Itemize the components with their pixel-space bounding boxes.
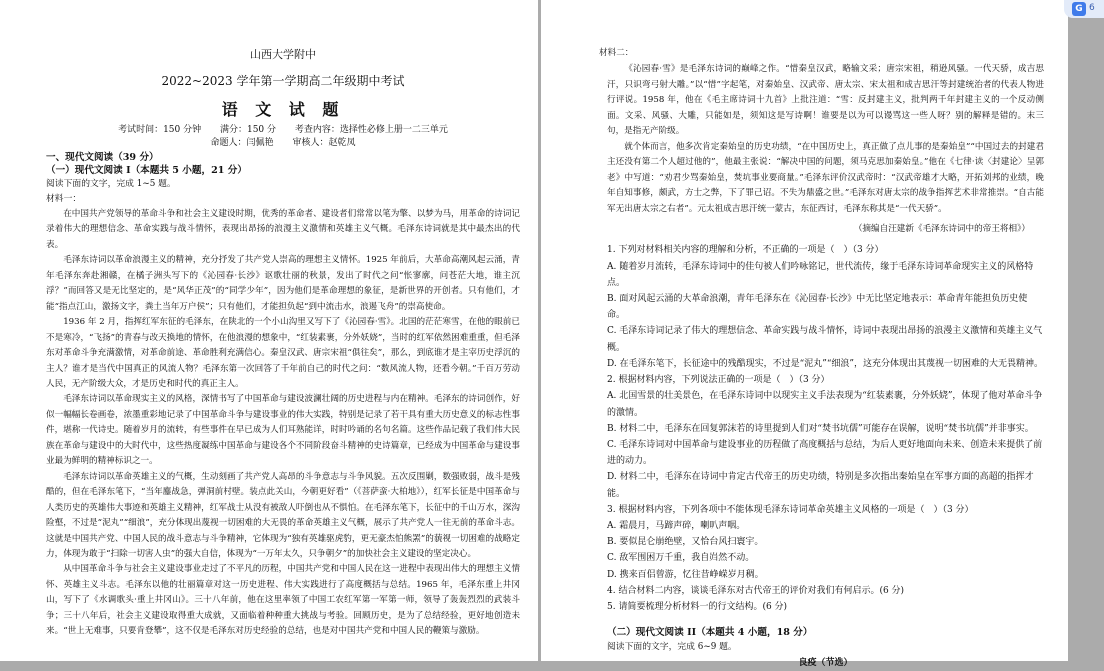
- source-citation: （摘编自汪建新《毛泽东诗词中的帝王将相》）: [853, 224, 1030, 235]
- question-line: A. 北国雪景的壮美景色，在毛泽东诗词中以现实主义手法表现为“红装素裹，分外妖娆”，体现了他对革命斗争的激情。: [607, 391, 1043, 418]
- floating-tool-label: 6: [1089, 3, 1095, 13]
- floating-tool-tab[interactable]: [1064, 0, 1104, 18]
- instruction-text: 阅读下面的文字，完成 1~5 题。: [46, 179, 176, 189]
- paragraph: 毛泽东诗词以革命浪漫主义的精神，充分抒发了共产党人崇高的理想主义情怀。1925 年前后，大革命高潮风起云涌，青年毛泽东奔赴湘赣，在橘子洲头写下的《沁园春·长沙》讴歌壮丽的秋景，发出了时代之问“怅寥廓，问苍茫大地，谁主沉浮？”而回答又是无比坚定的，是“风华正茂”的“同学少年”，因为他们是革命理想的象征，是新世界的开创者。只有他们，才能“指点江山，激扬文字，粪土当年万户侯”；只有他们，才能担负起“到中流击水，浪遏飞舟”的崇高使命。: [46, 255, 520, 312]
- question-line: B. 要似昆仑崩绝壁，又恰台风扫寰宇。: [607, 537, 764, 548]
- exam-author: 命题人：闫佩艳: [210, 138, 274, 148]
- question-line: C. 毛泽东诗词记录了伟大的理想信念、革命实践与战斗情怀，诗词中表现出昂扬的浪漫主义激情和英雄主义气概。: [607, 326, 1043, 353]
- paragraph: 毛泽东诗词以革命现实主义的风格，深情书写了中国革命与建设波澜壮阔的历史进程与内在精神。毛泽东的诗词创作，好似一幅幅长卷画卷，浓墨重彩地记录了中国革命斗争与建设事业的伟大实践，特别是记录了若干具有重大历史意义的标志性事件，堪称一代诗史。随着岁月的流转，有些事件在早已成为人们耳熟能详，时时吟诵的名句名篇。这些作品记载了我们伟大民族在革命与建设中的大时代中，这些热度凝练中国革命与建设各个不同阶段奋斗精神的史诗篇章，已经成为中国革命与建设事业最为鲜明的精神标识之一。: [46, 394, 520, 467]
- paragraph: 毛泽东诗词以革命英雄主义的气概，生动刻画了共产党人高昂的斗争意志与斗争风貌。五次反围剿，数强败弱，战斗是残酷的，但在毛泽东笔下，“当年鏖战急，弹洞前村壁。装点此关山，今朝更好看”（《菩萨蛮·大柏地》），红军长征是中国革命与人类历史的英雄伟大事迹和英雄主义精神，红军战士从没有被敌人吓倒也从不惧怕。在毛泽东笔下，长征中的千山万水，深沟险壑，不过是“泥丸”“细浪”，充分体现出蔑视一切困难的大无畏的革命英雄主义气概，展示了共产党人一往无前的革命斗志。这就是中国共产党、中国人民的战斗意志与斗争精神，它体现为“独有英雄驱虎豹，更无豪杰怕熊罴”的藐视一切困难的战略定力，体现为敢于“扫除一切害人虫”的强大自信，体现为“一万年太久，只争朝夕”的加快社会主义建设的坚定决心。: [46, 471, 520, 559]
- paragraph: 从中国革命斗争与社会主义建设事业走过了不平凡的历程，中国共产党和中国人民在这一进程中表现出伟大的理想主义情怀、英雄主义斗志。毛泽东以他的壮丽篇章对这一历史进程、伟大实践进行了高度概括与总结。1965 年，毛泽东重上井冈山，写下了《水调歌头·重上井冈山》。三十八年前，他在这里率领了中国工农红军第一军第一师，领导了轰轰烈烈的武装斗争；三十八年后，社会主义建设取得重大成就，又面临着种种重大挑战与考验。回顾历史，是为了总结经验，更好地创造未来。“世上无难事，只要肯登攀”，这不仅是毛泽东对历史经验的总结，也是对中国共产党和中国人民的鞭策与激励。: [46, 564, 520, 637]
- app-logo-icon: G: [1072, 2, 1086, 16]
- exam-time: 考试时间：150 分钟: [118, 125, 202, 135]
- exam-meta: [46, 124, 520, 137]
- section1-heading: （一）现代文阅读 I（本题共 5 小题，21 分）: [46, 164, 247, 176]
- paragraph: 1936 年 2 月，指挥红军东征的毛泽东，在陕北的一个小山沟里又写下了《沁园春·雪》。北国的茫茫寒雪，在他的眼前已不是寒冷，“飞扬”的青春与改天换地的情怀，在他浪漫的想象中，“红装素裹，分外妖娆”，当时的红军依然困难重重，但毛泽东对革命斗争充满激情，对革命前途、革命胜利充满信心。秦皇汉武、唐宗宋祖“俱往矣”，那么，到底谁才是主宰历史浮沉的主人？谁才是当代中国真正的风流人物？毛泽东第一次回答了千年前自己的时代之问：“数风流人物，还看今朝。”千百万劳动人民，无产阶级大众，才是历史和时代的真正主人。: [46, 317, 520, 389]
- question-line: D. 材料二中，毛泽东在诗词中肯定古代帝王的历史功绩，特别是多次指出秦始皇在军事方面的高超的指挥才能。: [607, 472, 1034, 499]
- article-subtitle: 良疫（节选）: [798, 657, 853, 668]
- question-line: D. 携来百侣曾游，忆往昔峥嵘岁月稠。: [607, 569, 764, 580]
- question-line: 1. 下列对材料相关内容的理解和分析，不正确的一项是（ ）（3 分）: [607, 245, 884, 256]
- section2-heading: （二）现代文阅读 II（本题共 4 小题，18 分）: [607, 627, 813, 639]
- question-line: D. 在毛泽东笔下，长征途中的残酷现实，不过是“泥丸”“细浪”，这充分体现出其蔑视一切困难的大无畏精神。: [607, 358, 1044, 369]
- document-page-right: [541, 0, 1068, 668]
- question-line: B. 面对风起云涌的大革命浪潮，青年毛泽东在《沁园春·长沙》中无比坚定地表示：革命青年能担负历史使命。: [607, 294, 1028, 321]
- material1-label: 材料一：: [46, 194, 82, 204]
- exam-authors: [46, 137, 520, 150]
- paragraph: 在中国共产党领导的革命斗争和社会主义建设时期，优秀的革命者、建设者们常常以笔为擎、以梦为马，用革命的诗词记录着伟大的理想信念、革命实践与战斗情怀，表现出昂扬的浪漫主义激情和英雄主义气概。毛泽东诗词就是其中最杰出的代表。: [46, 209, 520, 250]
- question-line: 5. 请简要梳理分析材料一的行文结构。(6 分): [607, 601, 788, 612]
- question-line: C. 毛泽东诗词对中国革命与建设事业的历程做了高度概括与总结，为后人更好地面向未来、创造未来提供了前进的动力。: [607, 439, 1043, 467]
- question-line: B. 材料二中，毛泽东在回复郭沫若的诗里提到人们对“焚书坑儒”可能存在误解，说明“焚书坑儒”并非事实。: [607, 423, 1034, 434]
- instruction-text-2: 阅读下面的文字，完成 6~9 题。: [607, 641, 737, 652]
- exam-scope: 考查内容：选择性必修上册一二三单元: [294, 125, 448, 135]
- paragraph: 《沁园春·雪》是毛泽东诗词的巅峰之作。“惜秦皇汉武，略输文采；唐宗宋祖，稍逊风骚。一代天骄，成吉思汗，只识弯弓射大雕。”以“惜”字起笔，对秦始皇、汉武帝、唐太宗、宋太祖和成吉思汗等封建统治者的代表人物进行评说。1958 年，他在《毛主席诗词十九首》上批注道：“雪：反封建主义，批判两千年封建主义的一个反动侧面。文采、风骚、大雕，只能如是，须知这是写诗啊！谁要是以为可以谩骂这一些人呀？别的解释是错的。末三句，是指无产阶级。: [607, 64, 1044, 137]
- question-line: 4. 结合材料二内容，谈谈毛泽东对古代帝王的评价对我们有何启示。(6 分): [607, 585, 905, 596]
- question-line: 3. 根据材料内容，下列各项中不能体现毛泽东诗词革命英雄主义风格的一项是（ ）（3 分）: [607, 504, 974, 515]
- exam-title: 2022~2023 学年第一学期高二年级期中考试: [161, 74, 405, 88]
- document-page-left: [0, 0, 538, 661]
- exam-score: 满分：150 分: [219, 125, 277, 135]
- question-line: 2. 根据材料内容，下列说法正确的一项是（ ）（3 分）: [607, 375, 830, 386]
- material2-label: 材料二：: [599, 48, 634, 58]
- question-line: A. 霜晨月，马蹄声碎，喇叭声咽。: [607, 520, 746, 531]
- school-name: 山西大学附中: [250, 48, 316, 61]
- question-line: A. 随着岁月流转，毛泽东诗词中的佳句被人们吟咏铭记，世代流传，缘于毛泽东诗词革命现实主义的风格特点。: [607, 261, 1034, 288]
- paragraph: 就个体而言，他多次肯定秦始皇的历史功绩，“在中国历史上，真正做了点儿事的是秦始皇”“中国过去的封建君主还没有第二个人超过他的”，他最主张说：“解决中国的问题，须马克思加秦始皇。”他在《七律·读〈封建论〉呈郭老》中写道：“劝君少骂秦始皇，焚坑事业要商量。”毛泽东评价汉武帝时：“汉武帝雄才大略，开拓刘邦的业绩，晚年自知事修，颇武，方士之弊，下了罪己诏。不失为鼎盛之世。”毛泽东对唐太宗的战争指挥艺术非常推崇。“自古能军无出唐太宗之右者”。元太祖成吉思汗统一蒙古，东征西讨，毛泽东称其是“一代天骄”。: [607, 141, 1044, 214]
- question-line: C. 敌军围困万千重，我自岿然不动。: [607, 553, 755, 564]
- exam-reviewer: 审核人：赵乾凤: [292, 138, 356, 148]
- part1-heading: 一、现代文阅读（39 分）: [46, 152, 159, 163]
- paper-title: 语 文 试 题: [221, 100, 345, 119]
